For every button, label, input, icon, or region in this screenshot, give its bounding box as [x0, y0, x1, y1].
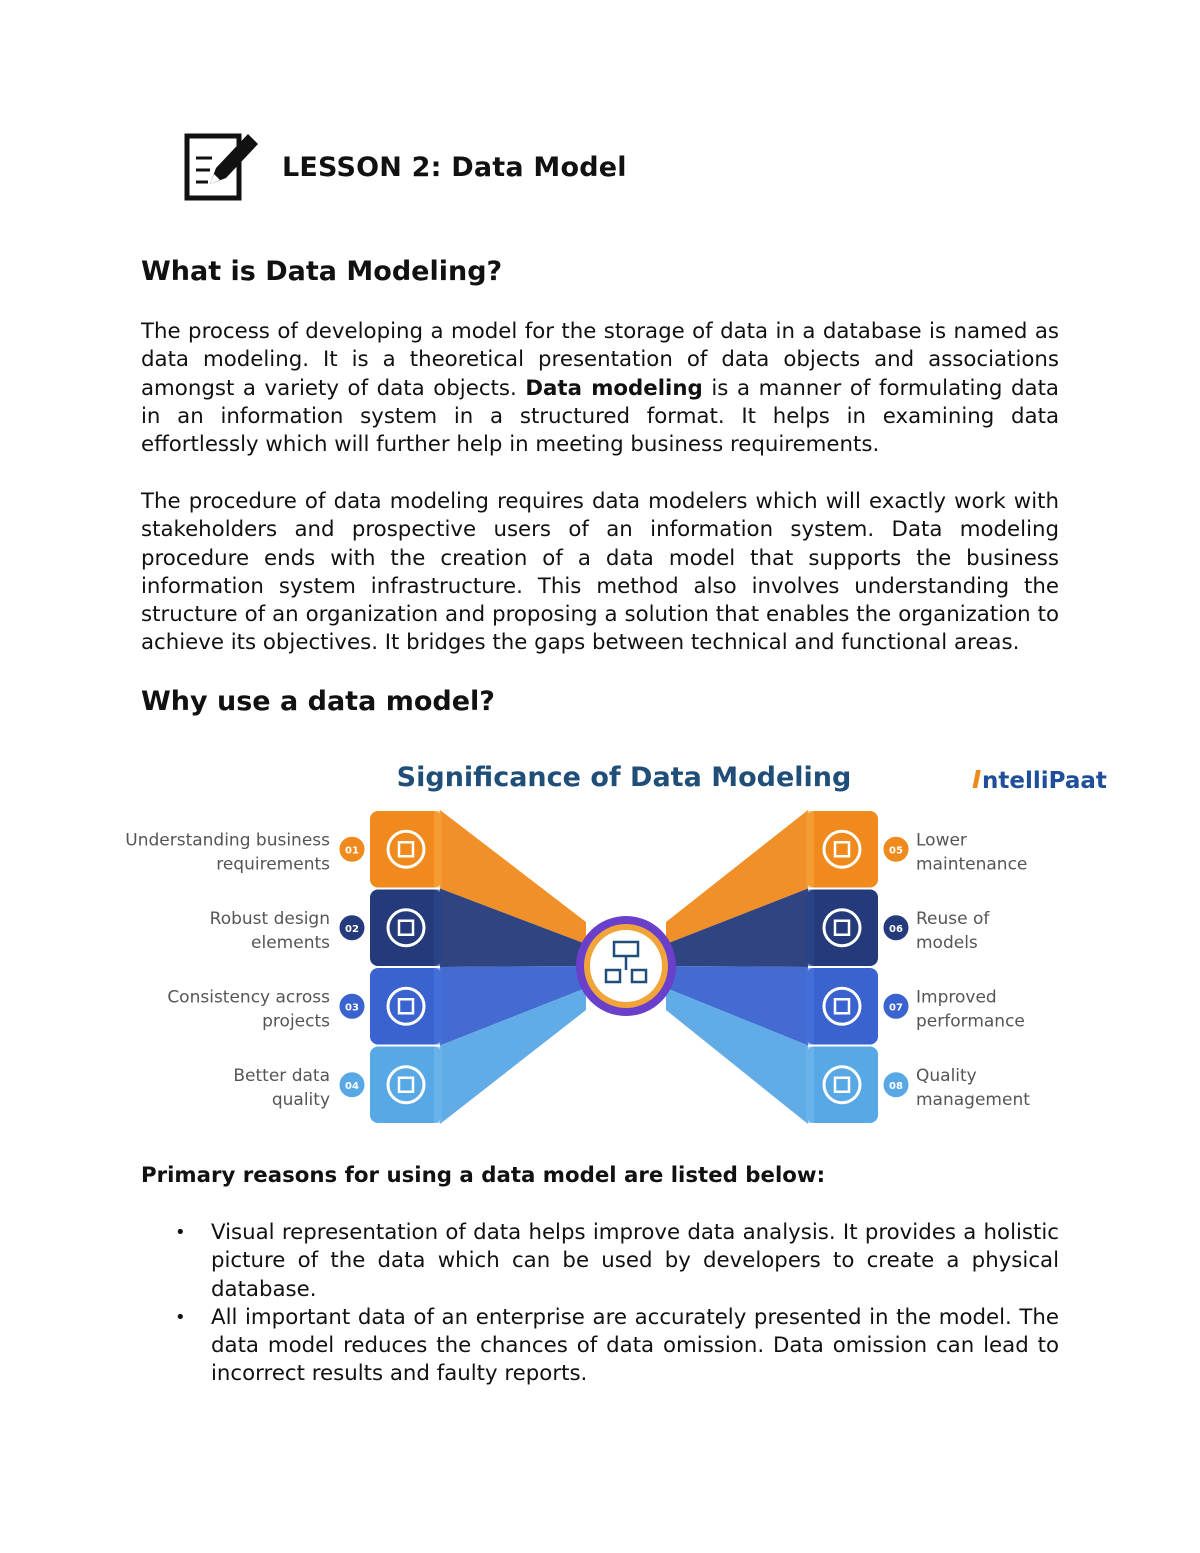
- block-shade: [434, 1047, 442, 1124]
- number-badge-label: 04: [345, 1080, 359, 1092]
- number-badge-label: 07: [889, 1002, 903, 1014]
- list-item-text: All important data of an enterprise are accurately presented in the model. The data model reduces the chances of data omission. Data omission can lead to incorrect results and faulty reports.: [211, 1304, 1059, 1387]
- block-shade: [806, 811, 814, 888]
- list-item: [141, 1219, 1059, 1304]
- item-label-line1: Lower: [916, 830, 967, 851]
- figure-title: Significance of Data Modeling: [396, 762, 852, 793]
- item-label-line1: Consistency across: [167, 987, 330, 1008]
- paragraph-definition-bold: Data modeling: [525, 375, 703, 401]
- edit-document-icon: [182, 128, 262, 204]
- paragraph-definition-part2: is a manner of formulating data in an information system in a structured format. It helps in examining data effortlessly which will further help in meeting business requirements.: [141, 375, 1059, 458]
- item-label-line1: Understanding business: [125, 830, 330, 851]
- lesson-title: LESSON 2: Data Model: [282, 152, 627, 183]
- number-badge-label: 03: [345, 1002, 359, 1014]
- block-shade: [434, 890, 442, 967]
- right-block: [806, 1047, 878, 1124]
- right-block: [806, 890, 878, 967]
- item-label-line1: Improved: [916, 987, 997, 1008]
- section-heading-why-use: Why use a data model?: [141, 686, 495, 717]
- significance-figure: [125, 740, 1107, 1125]
- number-badge-label: 02: [345, 923, 359, 935]
- item-label-line2: performance: [916, 1011, 1025, 1032]
- item-label-line1: Robust design: [209, 908, 330, 929]
- number-badge-label: 08: [889, 1080, 903, 1092]
- left-block: [370, 811, 442, 888]
- significance-diagram: [125, 740, 1107, 1125]
- reasons-list: [141, 1219, 1059, 1389]
- item-label-line2: models: [916, 932, 978, 953]
- item-label-line2: elements: [251, 932, 330, 953]
- section-heading-what-is: What is Data Modeling?: [141, 256, 503, 287]
- logo-letter-i: I: [972, 765, 982, 794]
- right-block: [806, 811, 878, 888]
- block-shade: [434, 811, 442, 888]
- intellipaat-logo: [972, 765, 1107, 794]
- number-badge-label: 01: [345, 845, 359, 857]
- logo-text: ntelliPaat: [982, 768, 1107, 794]
- item-label-line2: projects: [262, 1011, 330, 1032]
- block-shade: [434, 968, 442, 1045]
- block-shade: [806, 1047, 814, 1124]
- right-block: [806, 968, 878, 1045]
- item-label-line2: quality: [271, 1089, 330, 1110]
- list-item-text: Visual representation of data helps improve data analysis. It provides a holistic picture of the data which can be used by developers to create a physical database.: [211, 1220, 1059, 1302]
- diagram-shapes: [125, 810, 1030, 1124]
- paragraph-definition-part1: The process of developing a model for the storage of data in a database is named as data modeling. It is a theoretical presentation of data objects and associations amongst a variety of data objects.: [141, 319, 1059, 401]
- block-shade: [806, 968, 814, 1045]
- item-label-line1: Better data: [233, 1065, 330, 1086]
- item-label-line2: management: [916, 1089, 1030, 1110]
- reasons-heading: Primary reasons for using a data model are listed below:: [141, 1163, 826, 1188]
- item-label-line2: requirements: [216, 854, 330, 875]
- number-badge-label: 06: [889, 923, 903, 935]
- item-label-line2: maintenance: [916, 854, 1028, 875]
- left-block: [370, 890, 442, 967]
- bullet-icon: •: [175, 1306, 186, 1328]
- block-shade: [806, 890, 814, 967]
- list-item: [141, 1304, 1059, 1389]
- left-block: [370, 968, 442, 1045]
- paragraph-procedure: The procedure of data modeling requires data modelers which will exactly work with stakeholders and prospective users of an information system. Data modeling procedure ends with the creation of a data model that supports the business information system infrastructure. This method also involves understanding the structure of an organization and proposing a solution that enables the organization to achieve its objectives. It bridges the gaps between technical and functional areas.: [141, 489, 1059, 656]
- item-label-line1: Reuse of: [916, 908, 990, 929]
- bullet-icon: •: [175, 1222, 186, 1243]
- item-label-line1: Quality: [916, 1065, 977, 1086]
- paragraph-definition: [141, 318, 1059, 459]
- number-badge-label: 05: [889, 845, 903, 857]
- left-block: [370, 1047, 442, 1124]
- lesson-header: [182, 128, 882, 204]
